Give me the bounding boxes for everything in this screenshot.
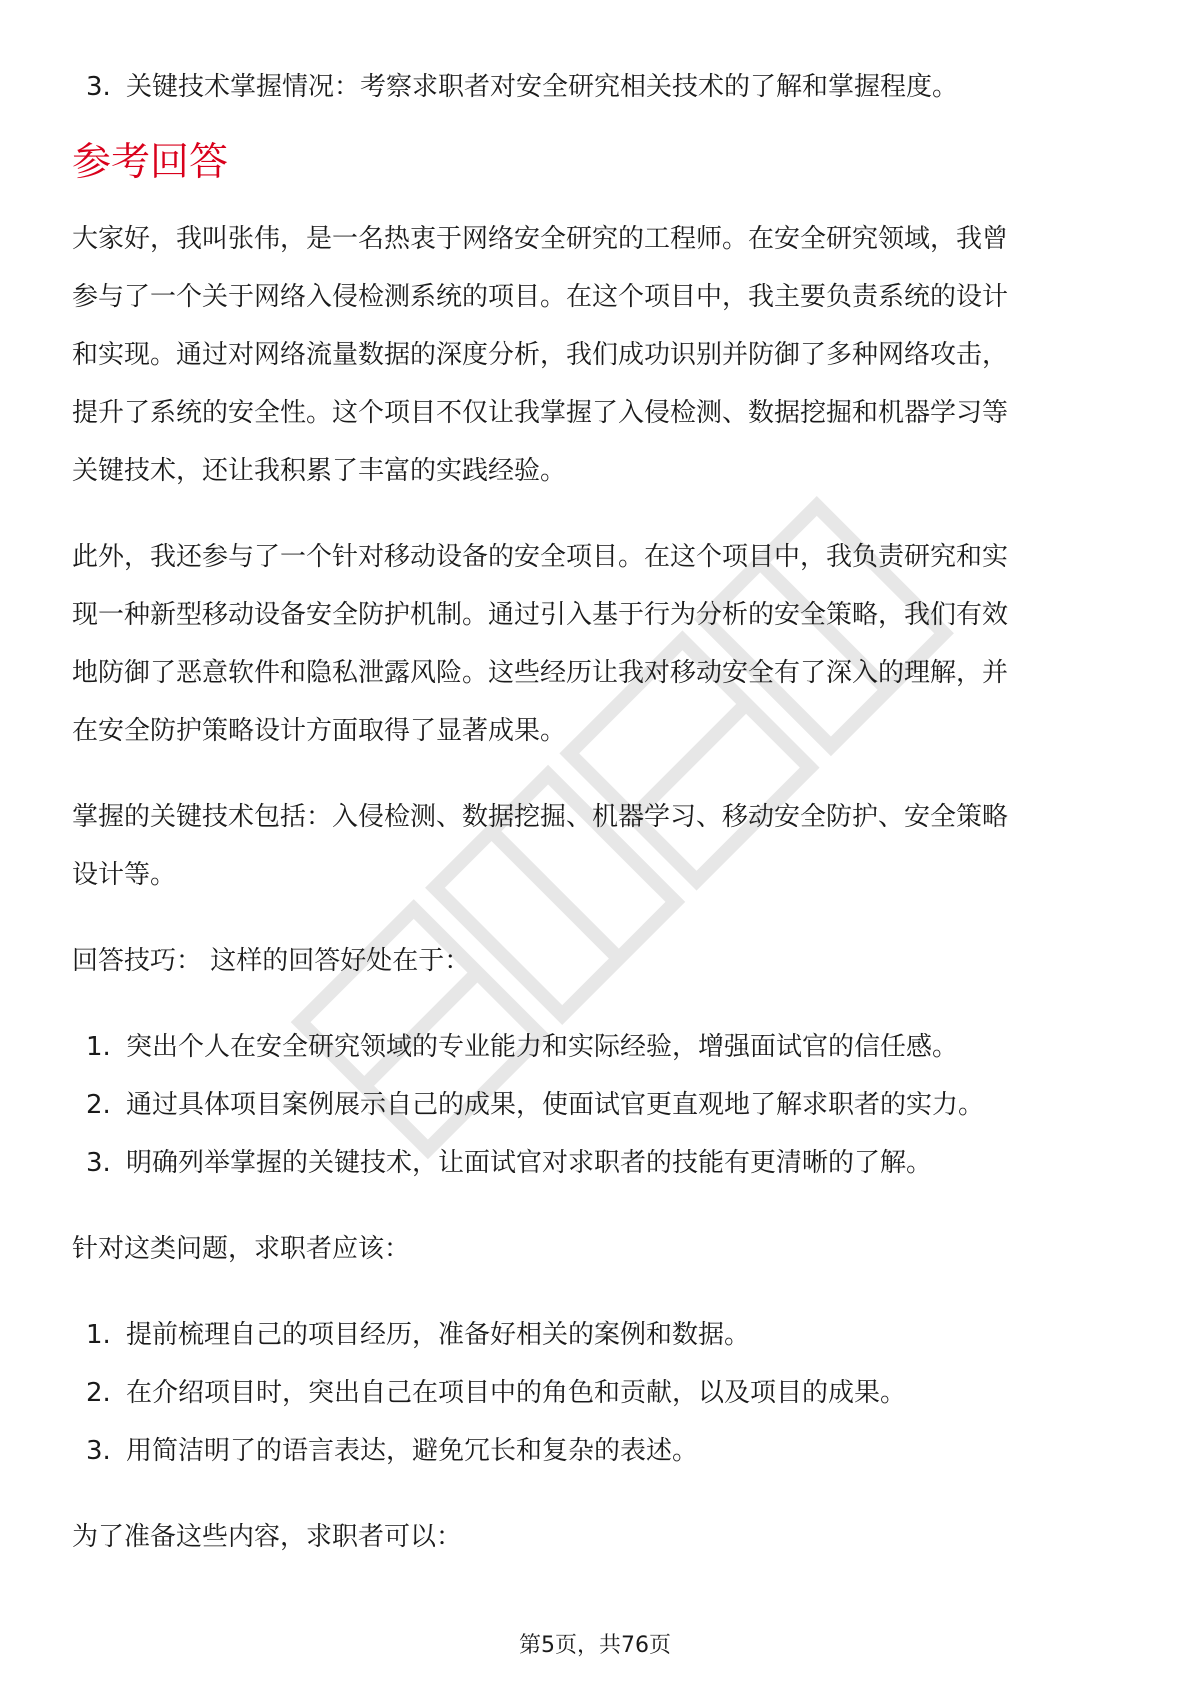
advice-list [72, 1306, 1122, 1480]
list-text: 通过具体项目案例展示自己的成果，使面试官更直观地了解求职者的实力。 [126, 1090, 985, 1120]
list-item [72, 1422, 1122, 1480]
paragraph-line: 参与了一个关于网络入侵检测系统的项目。在这个项目中，我主要负责系统的设计 [72, 282, 1009, 312]
paragraph-line: 地防御了恶意软件和隐私泄露风险。这些经历让我对移动安全有了深入的理解，并 [72, 658, 1009, 688]
list-number: 1. [86, 1320, 111, 1350]
list-text: 明确列举掌握的关键技术，让面试官对求职者的技能有更清晰的了解。 [126, 1148, 933, 1178]
list-number: 3. [86, 1148, 111, 1178]
tips-list [72, 1018, 1122, 1192]
list-number: 3. [86, 1436, 111, 1466]
paragraph-line: 提升了系统的安全性。这个项目不仅让我掌握了入侵检测、数据挖掘和机器学习等 [72, 398, 1009, 428]
page-footer: 第5页，共76页 [519, 1633, 671, 1658]
list-text: 突出个人在安全研究领域的专业能力和实际经验，增强面试官的信任感。 [126, 1032, 959, 1062]
list-number: 1. [86, 1032, 111, 1062]
list-text: 关键技术掌握情况：考察求职者对安全研究相关技术的了解和掌握程度。 [126, 72, 959, 102]
paragraph-line: 掌握的关键技术包括：入侵检测、数据挖掘、机器学习、移动安全防护、安全策略 [72, 802, 1009, 832]
list-text: 提前梳理自己的项目经历，准备好相关的案例和数据。 [126, 1320, 751, 1350]
list-number: 3. [86, 72, 111, 102]
paragraph-1 [72, 210, 1122, 500]
paragraph-line: 大家好，我叫张伟，是一名热衷于网络安全研究的工程师。在安全研究领域，我曾 [72, 224, 1009, 254]
intro-list [72, 58, 1122, 116]
list-item [72, 1306, 1122, 1364]
list-item [72, 1018, 1122, 1076]
paragraph-line: 此外，我还参与了一个针对移动设备的安全项目。在这个项目中，我负责研究和实 [72, 542, 1009, 572]
list-text: 用简洁明了的语言表达，避免冗长和复杂的表述。 [126, 1436, 699, 1466]
paragraph-3 [72, 788, 1122, 904]
prep-intro: 为了准备这些内容，求职者可以： [72, 1522, 463, 1552]
list-item [72, 1076, 1122, 1134]
tips-intro: 回答技巧： 这样的回答好处在于： [72, 946, 471, 976]
paragraph-line: 现一种新型移动设备安全防护机制。通过引入基于行为分析的安全策略，我们有效 [72, 600, 1009, 630]
paragraph-line: 和实现。通过对网络流量数据的深度分析，我们成功识别并防御了多种网络攻击， [72, 340, 1009, 370]
list-item [72, 58, 1122, 116]
list-text: 在介绍项目时，突出自己在项目中的角色和贡献，以及项目的成果。 [126, 1378, 907, 1408]
list-number: 2. [86, 1378, 111, 1408]
answer-heading: 参考回答 [72, 140, 229, 185]
list-item [72, 1134, 1122, 1192]
paragraph-line: 设计等。 [72, 860, 177, 890]
list-number: 2. [86, 1090, 111, 1120]
paragraph-line: 关键技术，还让我积累了丰富的实践经验。 [72, 456, 567, 486]
advice-intro: 针对这类问题，求职者应该： [72, 1234, 411, 1264]
paragraph-line: 在安全防护策略设计方面取得了显著成果。 [72, 716, 567, 746]
paragraph-2 [72, 528, 1122, 760]
list-item [72, 1364, 1122, 1422]
document-body [72, 58, 1122, 1566]
